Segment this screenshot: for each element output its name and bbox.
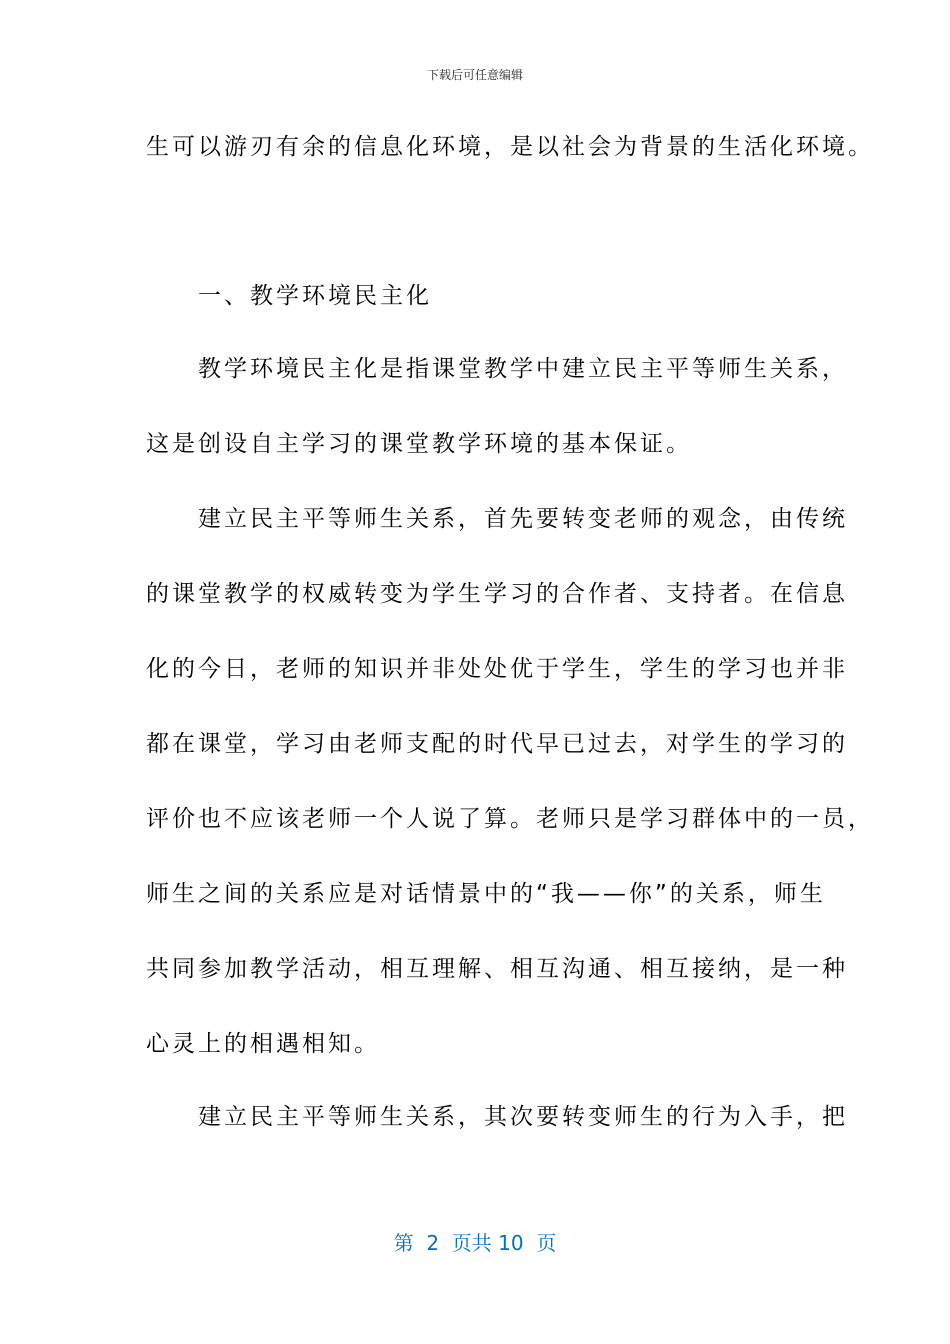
page-number: 第 2 页共 10 页 bbox=[393, 1231, 557, 1255]
body-line: 建立民主平等师生关系，首先要转变老师的观念，由传统 bbox=[146, 506, 848, 532]
body-line: 的课堂教学的权威转变为学生学习的合作者、支持者。在信息 bbox=[146, 581, 848, 607]
body-line: 师生之间的关系应是对话情景中的“我——你”的关系，师生 bbox=[146, 881, 826, 907]
body-line: 心灵上的相遇相知。 bbox=[146, 1031, 380, 1057]
body-line: 评价也不应该老师一个人说了算。老师只是学习群体中的一员， bbox=[146, 806, 874, 832]
body-line: 化的今日，老师的知识并非处处优于学生，学生的学习也并非 bbox=[146, 656, 848, 682]
body-line: 建立民主平等师生关系，其次要转变师生的行为入手，把 bbox=[146, 1104, 848, 1130]
body-line: 共同参加教学活动，相互理解、相互沟通、相互接纳，是一种 bbox=[146, 956, 848, 982]
body-line: 这是创设自主学习的课堂教学环境的基本保证。 bbox=[146, 431, 692, 457]
section-heading: 一、教学环境民主化 bbox=[146, 283, 432, 309]
header-note: 下载后可任意编辑 bbox=[426, 68, 523, 82]
body-line: 生可以游刃有余的信息化环境，是以社会为背景的生活化环境。 bbox=[146, 134, 874, 160]
body-line: 都在课堂，学习由老师支配的时代早已过去，对学生的学习的 bbox=[146, 731, 848, 757]
body-line: 教学环境民主化是指课堂教学中建立民主平等师生关系， bbox=[146, 356, 848, 382]
